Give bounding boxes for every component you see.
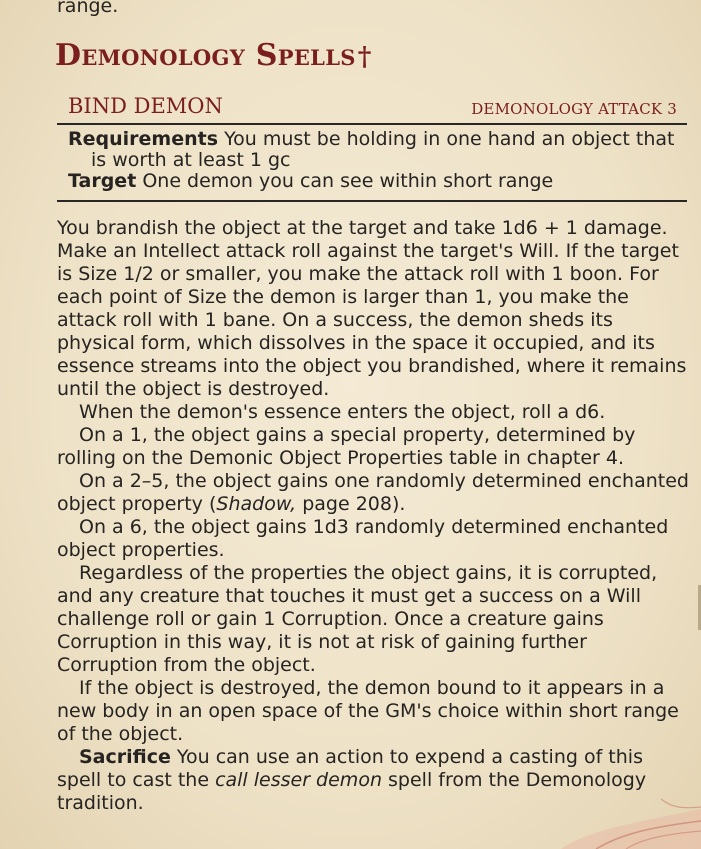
paragraph-effect: You brandish the object at the target and take 1d6 + 1 damage. Make an Intellect attack roll against the target's Will. If the target is Size 1/2 or smaller, you make the attack roll with 1 boon. For each point of Size the demon is larger than 1, you make the attack roll with 1 bane. On a success, the demon sheds its physical form, which dissolves in the space it occupied, and its essence streams into the object you brandished, where it remains until the object is destroyed.: [57, 217, 687, 400]
sacrifice-text: You can use an action to expend a casting of this spell to cast the: [57, 746, 643, 791]
header-rule: [57, 123, 687, 125]
paragraph-result-6: On a 6, the object gains 1d3 randomly determined enchanted object properties.: [57, 516, 669, 561]
paragraph-corruption: Regardless of the properties the object gains, it is corrupted, and any creature that touches it must get a success on a Will challenge roll or gain 1 Corruption. Once a creature gains Corruption in this way, it is not at risk of gaining further Corruption from the object.: [57, 562, 658, 676]
previous-page-fragment: range.: [57, 0, 119, 17]
target-label: Target: [68, 170, 137, 192]
page-reference: page 208).: [296, 493, 406, 515]
requirements-line: [68, 129, 688, 171]
section-title-text: Demonology Spells: [55, 38, 356, 73]
result-2-5-text: On a 2–5, the object gains one randomly determined enchanted object property (: [57, 470, 689, 515]
spell-description: [57, 217, 693, 815]
dagger-mark: †: [357, 42, 372, 72]
requirements-label: Requirements: [68, 128, 219, 150]
section-title: [55, 38, 372, 73]
sacrifice-label: Sacrifice: [79, 746, 171, 768]
paragraph-destroyed: If the object is destroyed, the demon bound to it appears in a new body in an open space of the GM's choice within short range of the object.: [57, 677, 679, 745]
paragraph-result-2-5: [57, 470, 693, 516]
decorative-swirl-icon: [541, 779, 701, 849]
spell-tag: DEMONOLOGY ATTACK 3: [471, 100, 677, 118]
spell-name: BIND DEMON: [68, 94, 223, 118]
paragraph-roll: When the demon's essence enters the object, roll a d6.: [79, 401, 606, 423]
requirements-text: You must be holding in one hand an object that is worth at least 1 gc: [91, 128, 675, 171]
requirements-rule: [57, 200, 687, 202]
target-text: One demon you can see within short range: [142, 170, 554, 192]
target-line: [68, 171, 688, 192]
spell-reference: call lesser demon: [215, 769, 382, 791]
paragraph-result-1: On a 1, the object gains a special property, determined by rolling on the Demonic Object Properties table in chapter 4.: [57, 424, 636, 469]
book-reference: Shadow,: [216, 493, 297, 515]
spell-requirements-block: [68, 129, 688, 192]
sacrifice-text-end: spell from the Demonology tradition.: [57, 769, 647, 814]
